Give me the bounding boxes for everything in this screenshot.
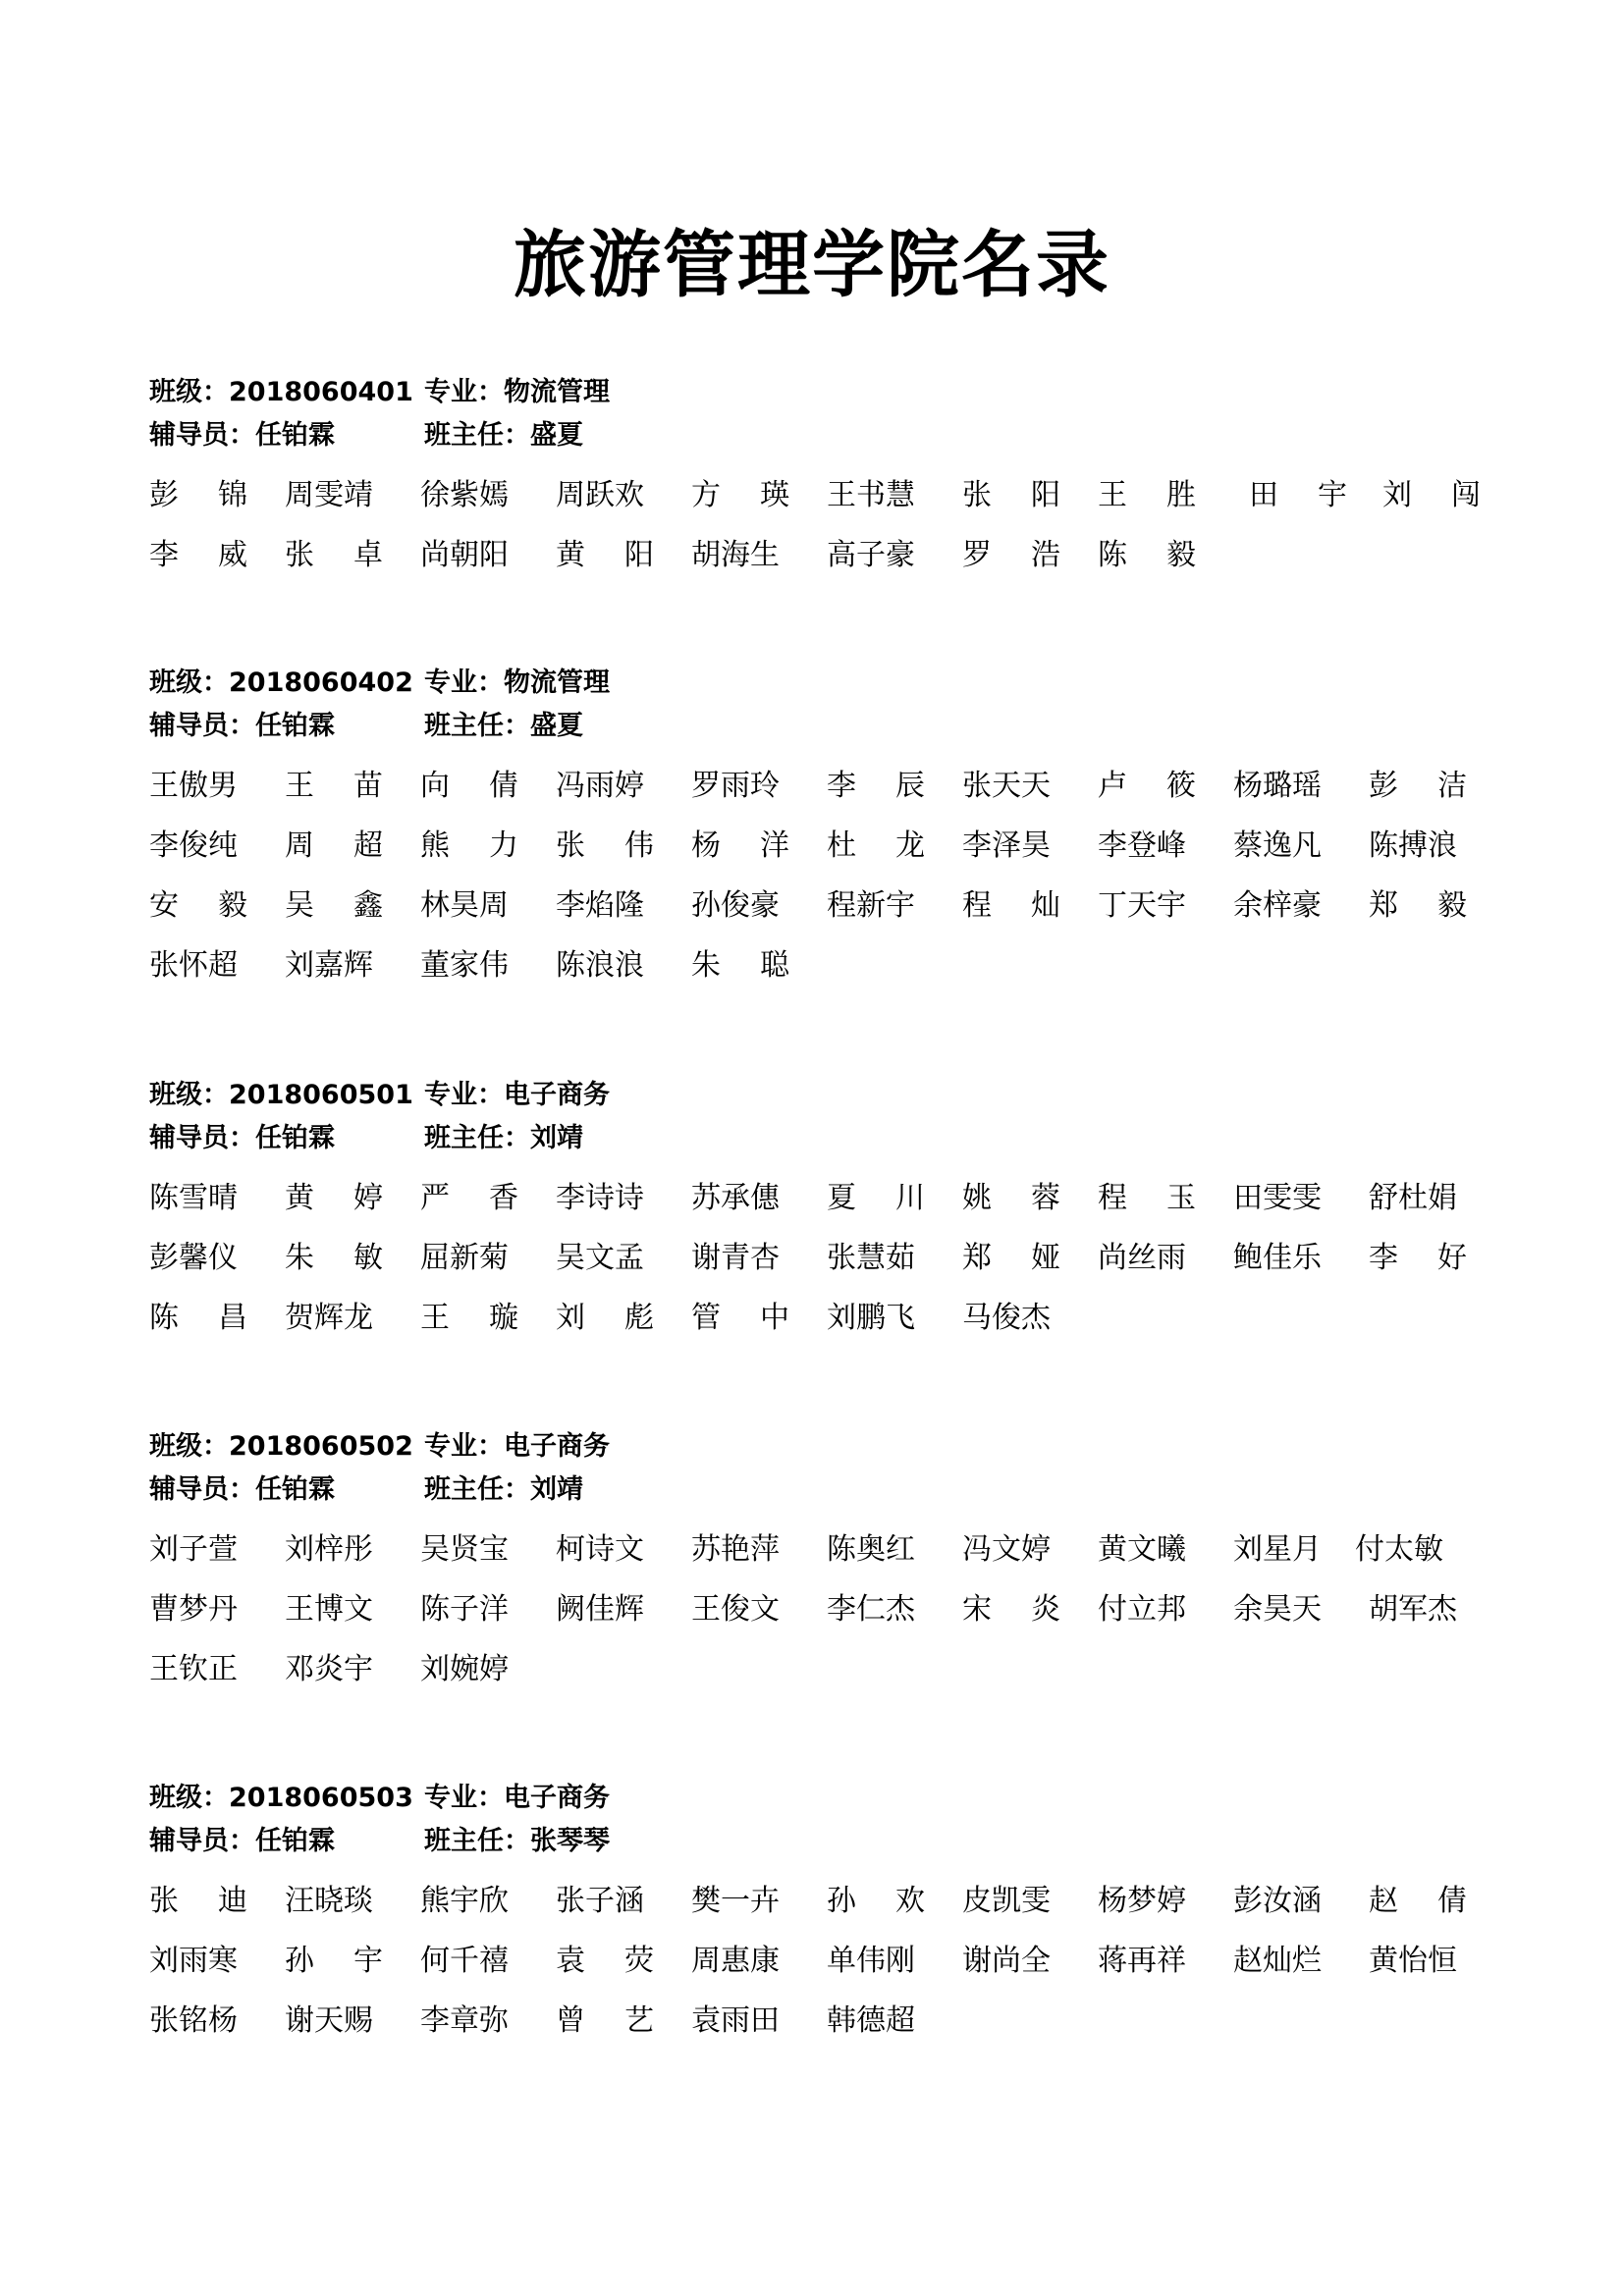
student-name: 皮凯雯	[962, 1884, 1051, 1918]
counselor-label: 辅导员：	[149, 1826, 255, 1856]
name-row	[149, 1587, 1524, 1647]
student-name: 姚 蓉	[962, 1181, 1060, 1215]
class-info-line	[149, 1777, 1524, 1820]
counselor-name: 任铂霖	[255, 420, 335, 451]
student-name: 李 好	[1369, 1241, 1467, 1275]
student-name: 李俊纯	[149, 828, 238, 863]
student-name: 陈奥红	[827, 1532, 915, 1567]
student-name: 胡海生	[691, 538, 780, 572]
head-teacher-name: 刘靖	[530, 1474, 583, 1505]
student-name: 张 卓	[285, 538, 383, 572]
student-name: 刘 闯	[1382, 478, 1481, 512]
student-name: 杨梦婷	[1098, 1884, 1186, 1918]
head-teacher-name: 刘靖	[530, 1123, 583, 1153]
major-label: 专业：	[424, 667, 504, 698]
student-name: 罗雨玲	[691, 769, 780, 803]
student-name: 李泽昊	[962, 828, 1051, 863]
student-name: 李章弥	[420, 2003, 509, 2038]
class-label: 班级：	[149, 377, 229, 407]
class-section	[149, 1074, 1524, 1356]
student-name: 程 玉	[1098, 1181, 1196, 1215]
name-row	[149, 764, 1524, 824]
student-name: 李诗诗	[556, 1181, 644, 1215]
student-name: 刘星月	[1233, 1532, 1322, 1567]
head-teacher-label: 班主任：	[424, 420, 530, 451]
student-name: 夏 川	[827, 1181, 925, 1215]
name-row	[149, 1176, 1524, 1236]
counselor-label: 辅导员：	[149, 1474, 255, 1505]
student-name: 苏艳萍	[691, 1532, 780, 1567]
class-number: 2018060401	[229, 377, 413, 407]
class-section	[149, 371, 1524, 593]
student-name: 杜 龙	[827, 828, 925, 863]
student-name: 刘鹏飞	[827, 1301, 915, 1335]
student-name: 李 辰	[827, 769, 925, 803]
student-name: 李焰隆	[556, 888, 644, 923]
counselor-name: 任铂霖	[255, 1123, 335, 1153]
student-name: 刘婉婷	[420, 1652, 509, 1686]
student-name: 彭 锦	[149, 478, 247, 512]
name-row	[149, 1879, 1524, 1939]
name-row	[149, 883, 1524, 943]
name-row	[149, 1296, 1524, 1356]
counselor-label: 辅导员：	[149, 1123, 255, 1153]
student-name: 袁雨田	[691, 2003, 780, 2038]
student-name: 吴 鑫	[285, 888, 383, 923]
student-name: 林昊周	[420, 888, 509, 923]
student-name: 向 倩	[420, 769, 518, 803]
student-name: 付太敏	[1355, 1532, 1443, 1567]
student-name: 管 中	[691, 1301, 789, 1335]
major-label: 专业：	[424, 1080, 504, 1110]
student-name: 孙 宇	[285, 1944, 383, 1978]
student-name: 吴贤宝	[420, 1532, 509, 1567]
class-label: 班级：	[149, 667, 229, 698]
head-teacher-label: 班主任：	[424, 1474, 530, 1505]
head-teacher-name: 盛夏	[530, 420, 583, 451]
counselor-name: 任铂霖	[255, 711, 335, 741]
major-name: 电子商务	[504, 1080, 610, 1110]
student-name: 周 超	[285, 828, 383, 863]
student-name: 袁 荧	[556, 1944, 654, 1978]
name-row	[149, 1527, 1524, 1587]
student-name: 李仁杰	[827, 1592, 915, 1627]
student-name: 孙俊豪	[691, 888, 780, 923]
student-name: 冯雨婷	[556, 769, 644, 803]
major-name: 物流管理	[504, 667, 610, 698]
class-section	[149, 1425, 1524, 1707]
student-name: 王 苗	[285, 769, 383, 803]
student-name: 曾 艺	[556, 2003, 654, 2038]
student-name: 张 迪	[149, 1884, 247, 1918]
student-name: 刘 彪	[556, 1301, 654, 1335]
student-name: 韩德超	[827, 2003, 915, 2038]
student-name: 彭汝涵	[1233, 1884, 1322, 1918]
major-label: 专业：	[424, 377, 504, 407]
head-teacher-name: 盛夏	[530, 711, 583, 741]
student-name: 卢 筱	[1098, 769, 1196, 803]
student-name: 周跃欢	[556, 478, 644, 512]
student-name: 谢天赐	[285, 2003, 373, 2038]
class-info-line	[149, 1074, 1524, 1117]
student-name: 刘雨寒	[149, 1944, 238, 1978]
student-name: 舒杜娟	[1369, 1181, 1457, 1215]
student-name: 彭 洁	[1369, 769, 1467, 803]
student-name: 陈浪浪	[556, 948, 644, 983]
student-name: 赵 倩	[1369, 1884, 1467, 1918]
name-row	[149, 1236, 1524, 1296]
student-name: 黄文曦	[1098, 1532, 1186, 1567]
student-name: 尚丝雨	[1098, 1241, 1186, 1275]
student-name: 陈 毅	[1098, 538, 1196, 572]
student-name-list	[149, 1527, 1524, 1707]
class-number: 2018060402	[229, 667, 413, 698]
student-name: 张 阳	[962, 478, 1060, 512]
staff-info-line	[149, 1468, 1524, 1512]
page-title: 旅游管理学院名录	[514, 223, 1110, 307]
student-name: 郑 娅	[962, 1241, 1060, 1275]
name-row	[149, 533, 1524, 593]
student-name: 付立邦	[1098, 1592, 1186, 1627]
student-name: 王博文	[285, 1592, 373, 1627]
student-name: 朱 聪	[691, 948, 789, 983]
student-name: 陈 昌	[149, 1301, 247, 1335]
head-teacher-name: 张琴琴	[530, 1826, 610, 1856]
class-section	[149, 1777, 1524, 2058]
name-row	[149, 824, 1524, 883]
student-name: 蔡逸凡	[1233, 828, 1322, 863]
student-name: 汪晓琰	[285, 1884, 373, 1918]
student-name: 王 胜	[1098, 478, 1196, 512]
student-name-list	[149, 1879, 1524, 2058]
student-name: 郑 毅	[1369, 888, 1467, 923]
head-teacher-label: 班主任：	[424, 1123, 530, 1153]
student-name: 田雯雯	[1233, 1181, 1322, 1215]
class-info-line	[149, 371, 1524, 414]
student-name: 陈搏浪	[1369, 828, 1457, 863]
student-name: 冯文婷	[962, 1532, 1051, 1567]
counselor-label: 辅导员：	[149, 711, 255, 741]
counselor-name: 任铂霖	[255, 1826, 335, 1856]
student-name: 张天天	[962, 769, 1051, 803]
student-name: 单伟刚	[827, 1944, 915, 1978]
student-name: 熊宇欣	[420, 1884, 509, 1918]
student-name: 王钦正	[149, 1652, 238, 1686]
staff-info-line	[149, 1820, 1524, 1863]
student-name: 张怀超	[149, 948, 238, 983]
student-name: 杨 洋	[691, 828, 789, 863]
student-name: 苏承僡	[691, 1181, 780, 1215]
student-name: 周雯靖	[285, 478, 373, 512]
student-name: 何千禧	[420, 1944, 509, 1978]
class-info-line	[149, 1425, 1524, 1468]
name-row	[149, 473, 1524, 533]
student-name: 安 毅	[149, 888, 247, 923]
major-name: 物流管理	[504, 377, 610, 407]
staff-info-line	[149, 705, 1524, 748]
student-name: 屈新菊	[420, 1241, 509, 1275]
class-label: 班级：	[149, 1080, 229, 1110]
student-name: 方 瑛	[691, 478, 789, 512]
student-name-list	[149, 1176, 1524, 1356]
class-section	[149, 662, 1524, 1003]
student-name: 胡军杰	[1369, 1592, 1457, 1627]
student-name: 程 灿	[962, 888, 1060, 923]
name-row	[149, 1939, 1524, 1999]
name-row	[149, 943, 1524, 1003]
student-name: 黄 阳	[556, 538, 654, 572]
student-name: 张铭杨	[149, 2003, 238, 2038]
student-name: 邓炎宇	[285, 1652, 373, 1686]
student-name: 赵灿烂	[1233, 1944, 1322, 1978]
major-label: 专业：	[424, 1431, 504, 1462]
student-name: 余梓豪	[1233, 888, 1322, 923]
student-name: 马俊杰	[962, 1301, 1051, 1335]
counselor-label: 辅导员：	[149, 420, 255, 451]
student-name: 罗 浩	[962, 538, 1060, 572]
student-name: 阙佳辉	[556, 1592, 644, 1627]
student-name: 黄 婷	[285, 1181, 383, 1215]
student-name: 丁天宇	[1098, 888, 1186, 923]
student-name: 樊一卉	[691, 1884, 780, 1918]
student-name: 李 威	[149, 538, 247, 572]
student-name: 周惠康	[691, 1944, 780, 1978]
student-name: 蒋再祥	[1098, 1944, 1186, 1978]
class-label: 班级：	[149, 1783, 229, 1813]
class-number: 2018060502	[229, 1431, 413, 1462]
student-name: 黄怡恒	[1369, 1944, 1457, 1978]
student-name: 严 香	[420, 1181, 518, 1215]
class-info-line	[149, 662, 1524, 705]
counselor-name: 任铂霖	[255, 1474, 335, 1505]
major-name: 电子商务	[504, 1431, 610, 1462]
student-name: 高子豪	[827, 538, 915, 572]
class-label: 班级：	[149, 1431, 229, 1462]
student-name: 杨璐瑶	[1233, 769, 1322, 803]
student-name: 吴文孟	[556, 1241, 644, 1275]
student-name: 余昊天	[1233, 1592, 1322, 1627]
student-name: 谢青杏	[691, 1241, 780, 1275]
student-name: 陈子洋	[420, 1592, 509, 1627]
student-name-list	[149, 473, 1524, 593]
name-row	[149, 1999, 1524, 2058]
class-number: 2018060503	[229, 1783, 413, 1813]
name-row	[149, 1647, 1524, 1707]
student-name: 王 璇	[420, 1301, 518, 1335]
student-name: 彭馨仪	[149, 1241, 238, 1275]
student-name-list	[149, 764, 1524, 1003]
student-name: 张子涵	[556, 1884, 644, 1918]
student-name: 宋 炎	[962, 1592, 1060, 1627]
student-name: 柯诗文	[556, 1532, 644, 1567]
student-name: 陈雪晴	[149, 1181, 238, 1215]
student-name: 刘嘉辉	[285, 948, 373, 983]
student-name: 刘子萱	[149, 1532, 238, 1567]
student-name: 王书慧	[827, 478, 915, 512]
head-teacher-label: 班主任：	[424, 1826, 530, 1856]
student-name: 刘梓彤	[285, 1532, 373, 1567]
major-label: 专业：	[424, 1783, 504, 1813]
student-name: 程新宇	[827, 888, 915, 923]
staff-info-line	[149, 1117, 1524, 1160]
student-name: 王俊文	[691, 1592, 780, 1627]
student-name: 谢尚全	[962, 1944, 1051, 1978]
student-name: 李登峰	[1098, 828, 1186, 863]
student-name: 王傲男	[149, 769, 238, 803]
student-name: 曹梦丹	[149, 1592, 238, 1627]
student-name: 孙 欢	[827, 1884, 925, 1918]
student-name: 熊 力	[420, 828, 518, 863]
staff-info-line	[149, 414, 1524, 457]
student-name: 田 宇	[1249, 478, 1347, 512]
student-name: 尚朝阳	[420, 538, 509, 572]
class-number: 2018060501	[229, 1080, 413, 1110]
major-name: 电子商务	[504, 1783, 610, 1813]
student-name: 徐紫嫣	[420, 478, 509, 512]
student-name: 朱 敏	[285, 1241, 383, 1275]
student-name: 鲍佳乐	[1233, 1241, 1322, 1275]
student-name: 贺辉龙	[285, 1301, 373, 1335]
student-name: 张慧茹	[827, 1241, 915, 1275]
head-teacher-label: 班主任：	[424, 711, 530, 741]
student-name: 董家伟	[420, 948, 509, 983]
student-name: 张 伟	[556, 828, 654, 863]
